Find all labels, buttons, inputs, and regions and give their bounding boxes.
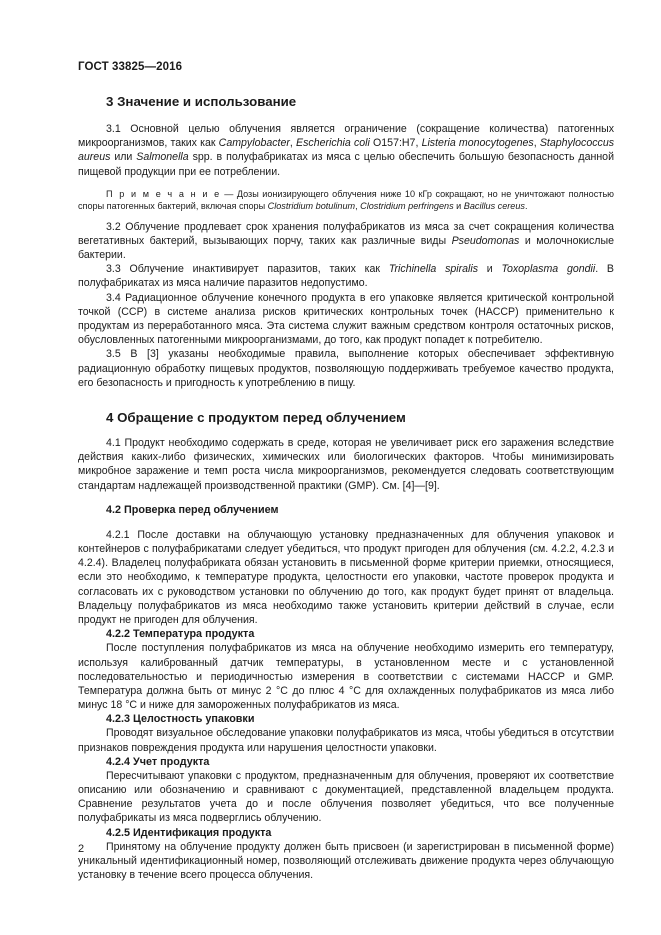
subsection-4-2-4-title: 4.2.4 Учет продукта (106, 755, 210, 768)
paragraph-3-5: 3.5 В [3] указаны необходимые правила, выполнение которых обеспечивает эффективную радиационную обработку пищевых продуктов, позволяющую поддерживать требуемое качество продукта, его безопасность и пригодность к употреблению в пищу. (78, 348, 614, 389)
standard-header: ГОСТ 33825—2016 (78, 61, 183, 73)
page-content (78, 91, 614, 882)
paragraph-3-3: 3.3 Облучение инактивирует паразитов, таких как Trichinella spiralis и Toxoplasma gondii. В полуфабрикатах из мяса наличие паразитов недопустимо. (78, 263, 614, 290)
paragraph-4-2-3: Проводят визуальное обследование упаковки полуфабрикатов из мяса, чтобы убедиться в отсутствии признаков повреждения продукта или нарушения целостности упаковки. (78, 727, 614, 754)
subsection-4-2-2-title: 4.2.2 Температура продукта (106, 628, 255, 641)
subsection-4-2-title: 4.2 Проверка перед облучением (106, 503, 279, 516)
subsection-4-2-3-title: 4.2.3 Целостность упаковки (106, 713, 255, 726)
note-3-1: П р и м е ч а н и е — Дозы ионизирующего облучения ниже 10 кГр сокращают, но не уничтожают полностью споры патогенных бактерий, включая споры Clostridium botulinum, Clostridium perfringens и Bacillus cereus. (78, 188, 615, 212)
paragraph-3-4: 3.4 Радиационное облучение конечного продукта в его упаковке является критической контрольной точкой (ССР) в системе анализа рисков критических контрольных точек (НАССР) применительно к продуктам из переработанного мяса. Эта система служит важным средством контроля остаточных рисков, обусловленных патогенными микроорганизмами, до того, как продукт попадет к потребителю. (78, 291, 614, 347)
paragraph-4-2-4: Пересчитывают упаковки с продуктом, предназначенным для облучения, проверяют их соответствие описанию или обозначению и сравнивают с документацией, представленной владельцем продукта. Сравнение результатов учета до и после облучения позволяет убедиться, что все полученные полуфабрикаты из мяса подверглись облучению. (78, 769, 614, 825)
paragraph-4-2-2: После поступления полуфабрикатов из мяса на облучение необходимо измерить его температуру, используя калиброванный датчик температуры, в установленном месте и с установленной последовательностью и периодичностью измерения в соответствии с системами НАССР и GMP. Температура должна быть от минус 2 °С до плюс 4 °С для охлажденных полуфабрикатов из мяса либо минус 18 °С и ниже для замороженных полуфабрикатов из мяса. (78, 642, 614, 712)
section-3-title: 3 Значение и использование (106, 94, 297, 109)
paragraph-4-2-5: Принятому на облучение продукту должен быть присвоен (и зарегистрирован в письменной форме) уникальный идентификационный номер, позволяющий отслеживать движение продукта через облучающую установку в течение всего процесса облучения. (78, 840, 614, 881)
paragraph-4-2-1: 4.2.1 После доставки на облучающую установку предназначенных для облучения упаковок и контейнеров с полуфабрикатами следует убедиться, что продукт пригоден для облучения (см. 4.2.2, 4.2.3 и 4.2.4). Владелец полуфабриката обязан установить в письменной форме критерии приемки, относящиеся, если это необходимо, к температуре продукта, целостности его упаковки, частоте проверок продукта и согласовать их с руководством установки по облучению до того, как продукт будет принят от владельца. Владельцу полуфабрикатов из мяса необходимо также установить критерии действий в случае, если продукт не пригоден для облучения. (78, 528, 614, 627)
page-number: 2 (78, 843, 85, 855)
paragraph-4-1: 4.1 Продукт необходимо содержать в среде, которая не увеличивает риск его заражения вследствие действия каких-либо физических, химических или биологических факторов. Чтобы минимизировать микробное заражение и темп роста числа микроорганизмов, рекомендуется следовать соответствующим стандартам надлежащей производственной практики (GMP). См. [4]—[9]. (78, 437, 614, 492)
section-4-title: 4 Обращение с продуктом перед облучением (106, 410, 406, 426)
paragraph-3-1: 3.1 Основной целью облучения является ограничение (сокращение количества) патогенных микроорганизмов, таких как Campylobacter, Escherichia coli O157:H7, Listeria monocytogenes, Staphylococcus aureus или Salmonella spp. в полуфабрикатах из мяса с целью обеспечить большую безопасность данной пищевой продукции при ее потреблении. (78, 123, 615, 178)
paragraph-3-2: 3.2 Облучение продлевает срок хранения полуфабрикатов из мяса за счет сокращения количества вегетативных бактерий, вызывающих порчу, таких как различные виды Pseudomonas и молочнокислые бактерии. (78, 220, 614, 262)
subsection-4-2-5-title: 4.2.5 Идентификация продукта (106, 826, 272, 839)
